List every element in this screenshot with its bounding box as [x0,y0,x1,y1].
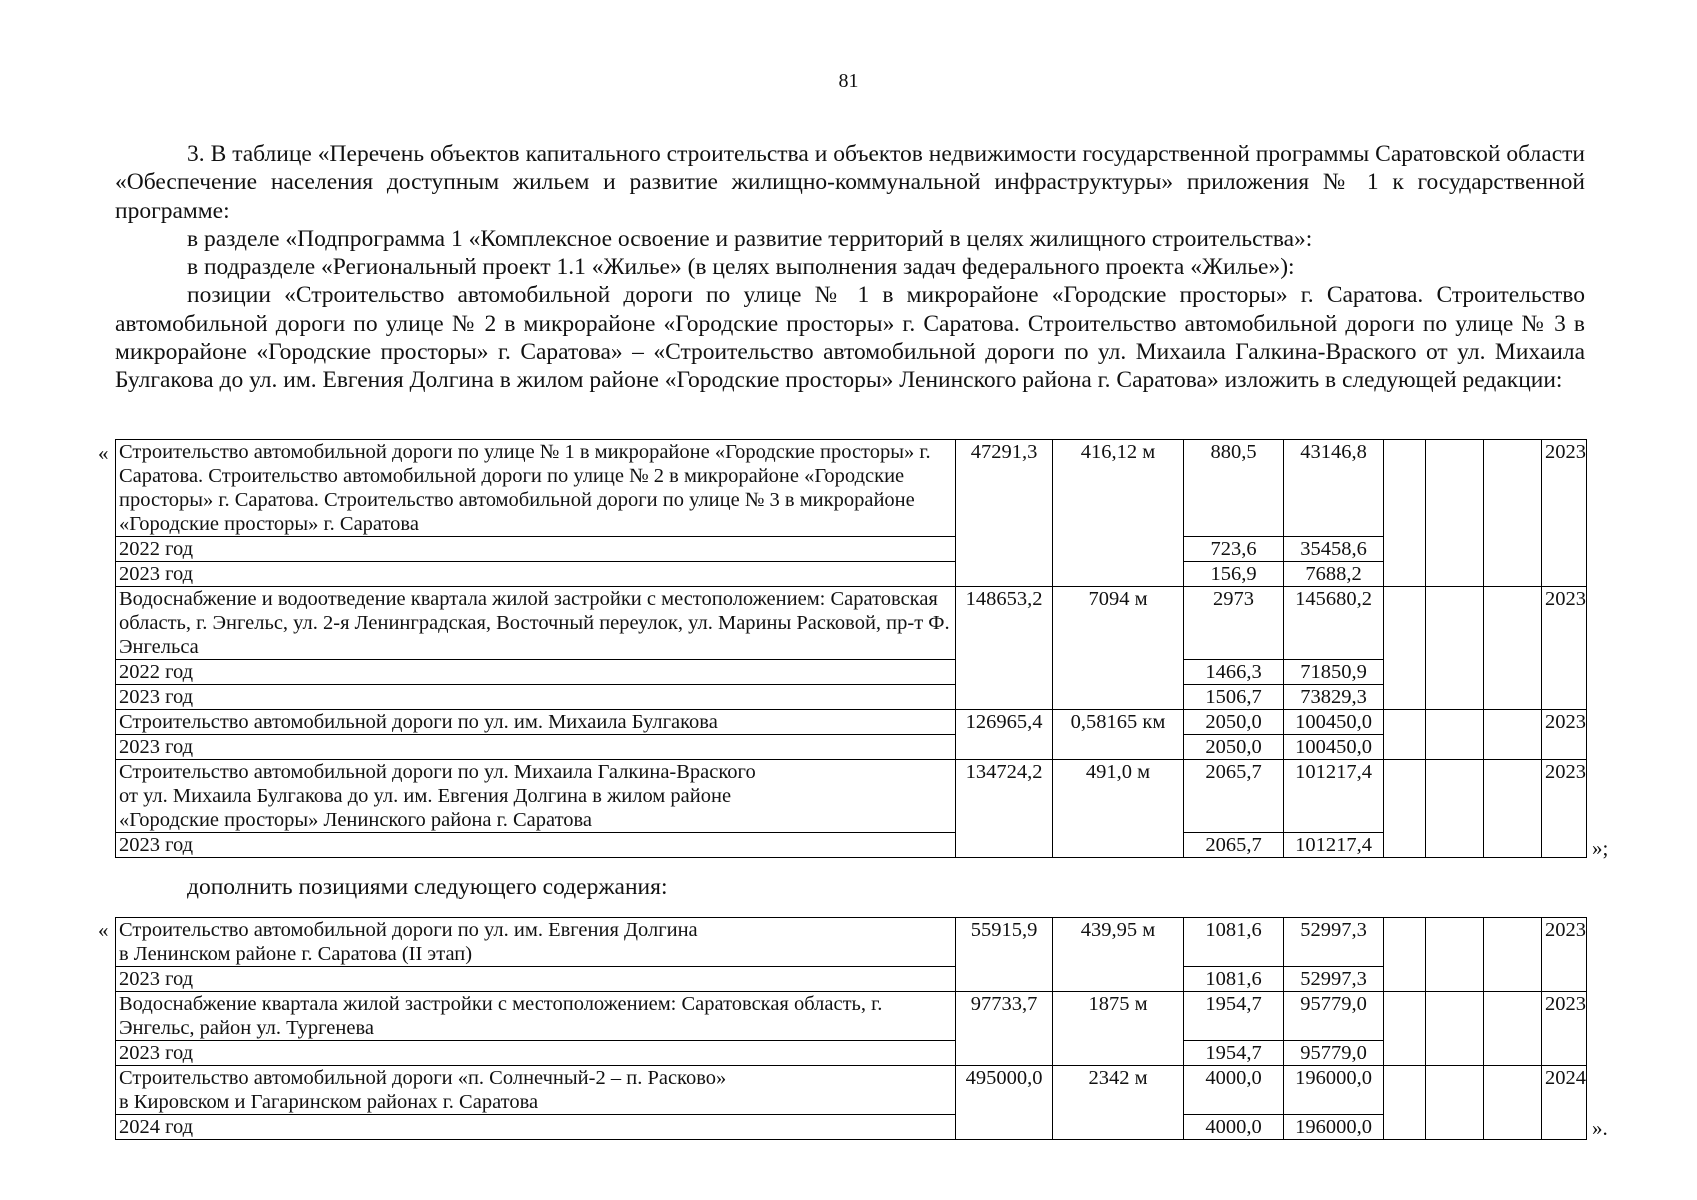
object-capacity: 439,95 м [1053,918,1184,992]
empty-cell [1484,440,1542,587]
object-year: 2023 [1542,440,1587,587]
year-label: 2024 год [116,1115,956,1140]
empty-cell [1384,710,1426,760]
year-value-2: 52997,3 [1284,967,1384,992]
object-cost: 148653,2 [956,587,1053,710]
table-row [116,537,1587,562]
empty-cell [1484,992,1542,1066]
object-year: 2023 [1542,710,1587,760]
table-row [116,587,1587,660]
object-value-1: 2065,7 [1184,760,1284,833]
empty-cell [1426,992,1484,1066]
object-year: 2023 [1542,918,1587,992]
add-positions-text: дополнить позициями следующего содержания: [187,874,668,900]
object-name: Строительство автомобильной дороги «п. Солнечный-2 – п. Расково» в Кировском и Гагаринском районах г. Саратова [116,1066,956,1115]
object-cost: 495000,0 [956,1066,1053,1140]
year-value-2: 73829,3 [1284,685,1384,710]
object-name: Водоснабжение и водоотведение квартала жилой застройки с местоположением: Саратовская область, г. Энгельс, ул. 2-я Ленинградская, Восточный переулок, ул. Марины Расковой, пр-т Ф. Энгельса [116,587,956,660]
empty-cell [1484,587,1542,710]
year-label: 2023 год [116,685,956,710]
table-row [116,1041,1587,1066]
empty-cell [1384,587,1426,710]
year-label: 2023 год [116,967,956,992]
table-row [116,833,1587,858]
empty-cell [1426,440,1484,587]
object-capacity: 491,0 м [1053,760,1184,858]
positions-table-2 [115,917,1586,1140]
table-row [116,967,1587,992]
year-label: 2022 год [116,537,956,562]
object-cost: 134724,2 [956,760,1053,858]
empty-cell [1484,918,1542,992]
table-row [116,440,1587,537]
object-value-2: 52997,3 [1284,918,1384,967]
object-value-1: 2050,0 [1184,710,1284,735]
year-value-2: 7688,2 [1284,562,1384,587]
table-row [116,735,1587,760]
table-row [116,685,1587,710]
empty-cell [1384,440,1426,587]
table1-open-quote: « [98,441,109,465]
object-year: 2023 [1542,992,1587,1066]
year-value-2: 100450,0 [1284,735,1384,760]
object-value-2: 95779,0 [1284,992,1384,1041]
empty-cell [1384,918,1426,992]
object-name: Строительство автомобильной дороги по ул. Михаила Галкина-Враского от ул. Михаила Булгакова до ул. им. Евгения Долгина в жилом районе «Городские просторы» Ленинского района г. Саратова [116,760,956,833]
page-number: 81 [838,70,859,92]
year-value-1: 1081,6 [1184,967,1284,992]
object-value-1: 1081,6 [1184,918,1284,967]
year-value-1: 4000,0 [1184,1115,1284,1140]
table2-open-quote: « [98,918,109,942]
object-capacity: 1875 м [1053,992,1184,1066]
object-value-1: 4000,0 [1184,1066,1284,1115]
object-capacity: 416,12 м [1053,440,1184,587]
empty-cell [1384,760,1426,858]
intro-paragraph-1: 3. В таблице «Перечень объектов капитального строительства и объектов недвижимости государственной программы Саратовской области «Обеспечение населения доступным жильем и развитие жилищно-коммунальной инфраструктуры» приложения № 1 к государственной программе: [115,141,1585,224]
empty-cell [1484,1066,1542,1140]
object-value-1: 1954,7 [1184,992,1284,1041]
empty-cell [1484,760,1542,858]
year-value-1: 1506,7 [1184,685,1284,710]
table-row [116,992,1587,1041]
object-cost: 126965,4 [956,710,1053,760]
year-label: 2023 год [116,1041,956,1066]
object-year: 2023 [1542,760,1587,858]
object-value-1: 2973 [1184,587,1284,660]
object-year: 2024 [1542,1066,1587,1140]
table-row [116,1066,1587,1115]
table2-close-quote: ». [1592,1116,1608,1140]
year-value-2: 71850,9 [1284,660,1384,685]
table-row [116,1115,1587,1140]
object-value-2: 101217,4 [1284,760,1384,833]
object-name: Водоснабжение квартала жилой застройки с местоположением: Саратовская область, г. Энгельс, район ул. Тургенева [116,992,956,1041]
object-capacity: 2342 м [1053,1066,1184,1140]
object-year: 2023 [1542,587,1587,710]
intro-paragraph-4: позиции «Строительство автомобильной дороги по улице № 1 в микрорайоне «Городские просторы» г. Саратова. Строительство автомобильной дороги по улице № 2 в микрорайоне «Городские просторы» г. Саратова. Строительство автомобильной дороги по улице № 3 в микрорайоне «Городские просторы» г. Саратова» – «Строительство автомобильной дороги по ул. Михаила Галкина-Враского от ул. Михаила Булгакова до ул. им. Евгения Долгина в жилом районе «Городские просторы» Ленинского района г. Саратова» изложить в следующей редакции: [115,282,1585,394]
empty-cell [1426,918,1484,992]
year-value-2: 35458,6 [1284,537,1384,562]
empty-cell [1384,1066,1426,1140]
year-value-1: 723,6 [1184,537,1284,562]
year-value-2: 196000,0 [1284,1115,1384,1140]
object-value-2: 100450,0 [1284,710,1384,735]
object-value-2: 145680,2 [1284,587,1384,660]
empty-cell [1484,710,1542,760]
intro-paragraph-2: в разделе «Подпрограмма 1 «Комплексное освоение и развитие территорий в целях жилищного строительства»: [187,225,1313,252]
year-value-2: 95779,0 [1284,1041,1384,1066]
year-label: 2023 год [116,735,956,760]
intro-text [115,140,1585,395]
table1-close-quote: »; [1592,836,1609,860]
object-value-2: 196000,0 [1284,1066,1384,1115]
year-value-1: 2050,0 [1184,735,1284,760]
year-value-2: 101217,4 [1284,833,1384,858]
year-value-1: 2065,7 [1184,833,1284,858]
year-label: 2022 год [116,660,956,685]
empty-cell [1426,1066,1484,1140]
positions-table-1 [115,439,1586,858]
object-cost: 47291,3 [956,440,1053,587]
year-value-1: 156,9 [1184,562,1284,587]
empty-cell [1384,992,1426,1066]
object-capacity: 7094 м [1053,587,1184,710]
object-capacity: 0,58165 км [1053,710,1184,760]
year-value-1: 1466,3 [1184,660,1284,685]
object-value-2: 43146,8 [1284,440,1384,537]
year-label: 2023 год [116,833,956,858]
object-cost: 97733,7 [956,992,1053,1066]
empty-cell [1426,710,1484,760]
table-row [116,660,1587,685]
object-cost: 55915,9 [956,918,1053,992]
table-row [116,760,1587,833]
empty-cell [1426,760,1484,858]
object-name: Строительство автомобильной дороги по ул. им. Евгения Долгина в Ленинском районе г. Саратова (II этап) [116,918,956,967]
object-value-1: 880,5 [1184,440,1284,537]
year-value-1: 1954,7 [1184,1041,1284,1066]
empty-cell [1426,587,1484,710]
table-row [116,710,1587,735]
table-row [116,562,1587,587]
table-row [116,918,1587,967]
year-label: 2023 год [116,562,956,587]
object-name: Строительство автомобильной дороги по ул. им. Михаила Булгакова [116,710,956,735]
object-name: Строительство автомобильной дороги по улице № 1 в микрорайоне «Городские просторы» г. Саратова. Строительство автомобильной дороги по улице № 2 в микрорайоне «Городские просторы» г. Саратова. Строительство автомобильной дороги по улице № 3 в микрорайоне «Городские просторы» г. Саратова [116,440,956,537]
intro-paragraph-3: в подразделе «Региональный проект 1.1 «Жилье» (в целях выполнения задач федерального проекта «Жилье»): [187,254,1295,281]
